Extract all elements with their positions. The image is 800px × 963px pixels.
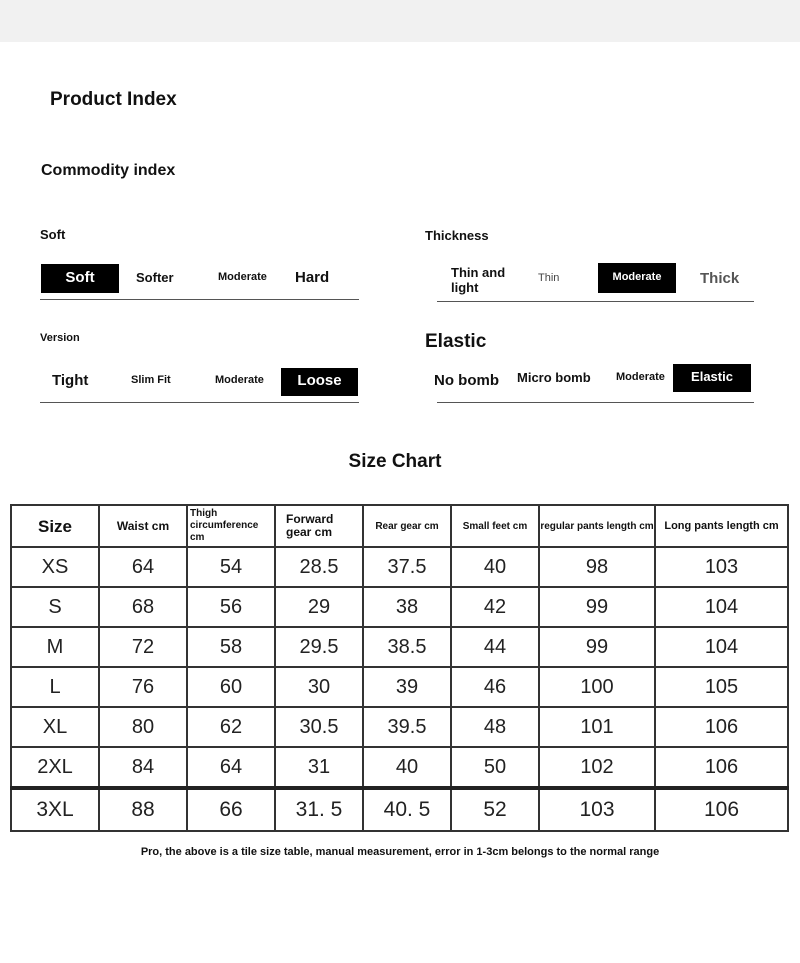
- table-cell: 106: [655, 747, 788, 788]
- table-cell: 39.5: [363, 707, 451, 747]
- table-cell: 40. 5: [363, 788, 451, 831]
- page-title: Product Index: [50, 89, 177, 110]
- table-cell: 30.5: [275, 707, 363, 747]
- table-cell: XL: [11, 707, 99, 747]
- table-cell: 38.5: [363, 627, 451, 667]
- table-cell: 84: [99, 747, 187, 788]
- column-header: Small feet cm: [451, 505, 539, 547]
- table-cell: 29.5: [275, 627, 363, 667]
- soft-option-hard: Hard: [295, 269, 330, 286]
- table-cell: 58: [187, 627, 275, 667]
- table-cell: 39: [363, 667, 451, 707]
- column-header: Size: [11, 505, 99, 547]
- table-cell: 64: [99, 547, 187, 587]
- table-cell: 30: [275, 667, 363, 707]
- table-cell: M: [11, 627, 99, 667]
- column-header: Long pants length cm: [655, 505, 788, 547]
- table-cell: 38: [363, 587, 451, 627]
- column-header: Waist cm: [99, 505, 187, 547]
- table-cell: 72: [99, 627, 187, 667]
- soft-option-moderate: Moderate: [218, 271, 267, 283]
- thickness-option-thick: Thick: [700, 270, 740, 287]
- table-cell: 104: [655, 627, 788, 667]
- elastic-option-no-bomb: No bomb: [434, 372, 499, 389]
- table-cell: 31: [275, 747, 363, 788]
- table-cell: 102: [539, 747, 655, 788]
- version-divider: [40, 402, 359, 403]
- column-header: Thigh circumference cm: [187, 505, 275, 547]
- elastic-option-elastic: Elastic: [673, 364, 751, 392]
- table-cell: 98: [539, 547, 655, 587]
- thickness-label: Thickness: [425, 228, 489, 243]
- elastic-divider: [437, 402, 754, 403]
- table-cell: 106: [655, 707, 788, 747]
- table-row: [11, 587, 788, 627]
- table-cell: 52: [451, 788, 539, 831]
- table-cell: 62: [187, 707, 275, 747]
- section-subtitle: Commodity index: [41, 162, 176, 179]
- elastic-option-micro-bomb: Micro bomb: [517, 370, 591, 385]
- table-row: [11, 788, 788, 831]
- table-cell: 46: [451, 667, 539, 707]
- table-cell: S: [11, 587, 99, 627]
- measurement-note: Pro, the above is a tile size table, manual measurement, error in 1-3cm belongs to the normal range: [140, 846, 660, 858]
- table-cell: 80: [99, 707, 187, 747]
- table-cell: 42: [451, 587, 539, 627]
- size-chart-title: Size Chart: [348, 451, 442, 472]
- table-cell: 2XL: [11, 747, 99, 788]
- column-header: Rear gear cm: [363, 505, 451, 547]
- column-header: regular pants length cm: [539, 505, 655, 547]
- elastic-option-moderate: Moderate: [616, 371, 665, 383]
- table-cell: 40: [451, 547, 539, 587]
- table-cell: 56: [187, 587, 275, 627]
- table-row: [11, 547, 788, 587]
- column-header: Forward gear cm: [275, 505, 363, 547]
- table-cell: 103: [539, 788, 655, 831]
- version-option-moderate: Moderate: [215, 374, 264, 386]
- table-cell: 68: [99, 587, 187, 627]
- table-cell: 105: [655, 667, 788, 707]
- table-cell: 54: [187, 547, 275, 587]
- table-cell: 31. 5: [275, 788, 363, 831]
- table-cell: 76: [99, 667, 187, 707]
- soft-option-soft: Soft: [41, 264, 119, 293]
- soft-option-softer: Softer: [136, 270, 174, 285]
- version-label: Version: [40, 332, 80, 344]
- soft-divider: [40, 299, 359, 300]
- table-cell: 3XL: [11, 788, 99, 831]
- table-row: [11, 707, 788, 747]
- version-option-slim-fit: Slim Fit: [131, 374, 171, 386]
- table-cell: 100: [539, 667, 655, 707]
- thickness-option-thin: Thin: [538, 272, 560, 284]
- table-cell: 103: [655, 547, 788, 587]
- table-row: [11, 667, 788, 707]
- table-cell: 40: [363, 747, 451, 788]
- version-option-loose: Loose: [281, 368, 358, 396]
- top-band: [0, 0, 800, 42]
- table-cell: 88: [99, 788, 187, 831]
- table-header-row: [11, 505, 788, 547]
- table-cell: L: [11, 667, 99, 707]
- table-cell: 60: [187, 667, 275, 707]
- thickness-option-thin-light: Thin and light: [451, 265, 506, 295]
- version-option-tight: Tight: [52, 372, 89, 389]
- table-cell: 28.5: [275, 547, 363, 587]
- table-cell: 106: [655, 788, 788, 831]
- table-row: [11, 627, 788, 667]
- table-cell: 99: [539, 587, 655, 627]
- table-cell: 44: [451, 627, 539, 667]
- table-cell: XS: [11, 547, 99, 587]
- table-cell: 37.5: [363, 547, 451, 587]
- elastic-label: Elastic: [425, 331, 487, 352]
- table-cell: 104: [655, 587, 788, 627]
- table-cell: 101: [539, 707, 655, 747]
- table-cell: 50: [451, 747, 539, 788]
- table-cell: 48: [451, 707, 539, 747]
- table-cell: 29: [275, 587, 363, 627]
- table-cell: 64: [187, 747, 275, 788]
- soft-label: Soft: [40, 227, 66, 242]
- table-cell: 99: [539, 627, 655, 667]
- table-row: [11, 747, 788, 788]
- table-cell: 66: [187, 788, 275, 831]
- thickness-option-moderate: Moderate: [598, 263, 676, 293]
- size-chart-table: [10, 504, 789, 832]
- thickness-divider: [437, 301, 754, 302]
